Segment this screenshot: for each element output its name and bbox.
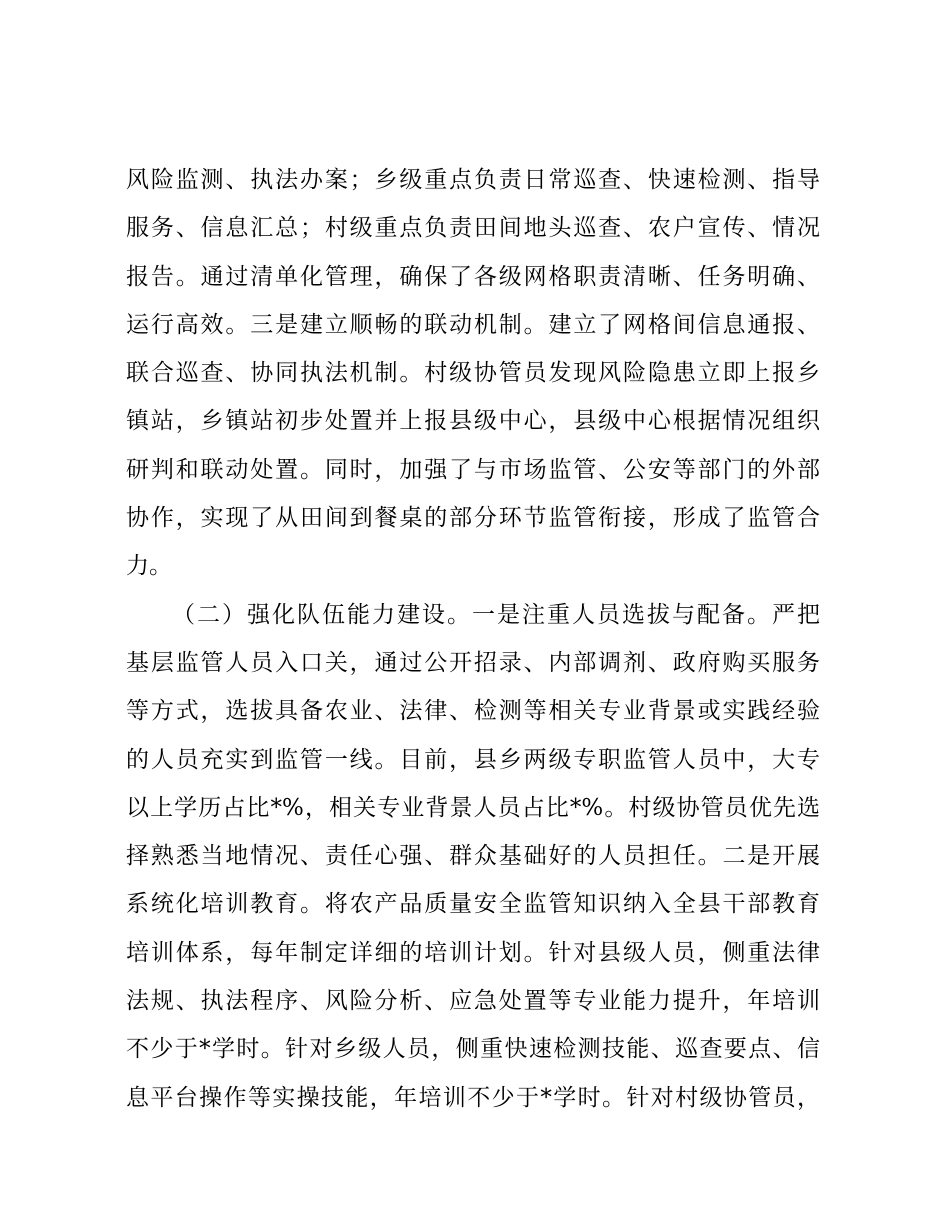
text-line: 以上学历占比*%，相关专业背景人员占比*%。村级协管员优先选 — [126, 794, 820, 821]
text-line: 镇站，乡镇站初步处置并上报县级中心，县级中心根据情况组织 — [126, 408, 820, 435]
text-line: 基层监管人员入口关，通过公开招录、内部调剂、政府购买服务 — [126, 649, 820, 676]
text-line: 服务、信息汇总；村级重点负责田间地头巡查、农户宣传、情况 — [126, 215, 820, 242]
text-line: 法规、执法程序、风险分析、应急处置等专业能力提升，年培训 — [126, 988, 820, 1015]
text-line: 运行高效。三是建立顺畅的联动机制。建立了网格间信息通报、 — [126, 311, 820, 338]
text-line: 等方式，选拔具备农业、法律、检测等相关专业背景或实践经验 — [126, 698, 820, 725]
body-text — [126, 156, 820, 1122]
text-line: 报告。通过清单化管理，确保了各级网格职责清晰、任务明确、 — [126, 263, 820, 290]
text-line: 培训体系，每年制定详细的培训计划。针对县级人员，侧重法律 — [126, 939, 820, 966]
section-heading-line: （二）强化队伍能力建设。一是注重人员选拔与配备。严把 — [172, 601, 820, 628]
text-line: 不少于*学时。针对乡级人员，侧重快速检测技能、巡查要点、信 — [126, 1036, 820, 1063]
text-line: 的人员充实到监管一线。目前，县乡两级专职监管人员中，大专 — [126, 746, 820, 773]
text-line: 联合巡查、协同执法机制。村级协管员发现风险隐患立即上报乡 — [126, 360, 820, 387]
text-line: 择熟悉当地情况、责任心强、群众基础好的人员担任。二是开展 — [126, 843, 820, 870]
text-line: 风险监测、执法办案；乡级重点负责日常巡查、快速检测、指导 — [126, 167, 820, 193]
text-line: 研判和联动处置。同时，加强了与市场监管、公安等部门的外部 — [126, 456, 820, 483]
text-line: 系统化培训教育。将农产品质量安全监管知识纳入全县干部教育 — [126, 891, 820, 918]
text-line: 协作，实现了从田间到餐桌的部分环节监管衔接，形成了监管合 — [126, 505, 820, 532]
text-line: 息平台操作等实操技能，年培训不少于*学时。针对村级协管员， — [126, 1084, 820, 1111]
text-line: 力。 — [126, 553, 172, 580]
